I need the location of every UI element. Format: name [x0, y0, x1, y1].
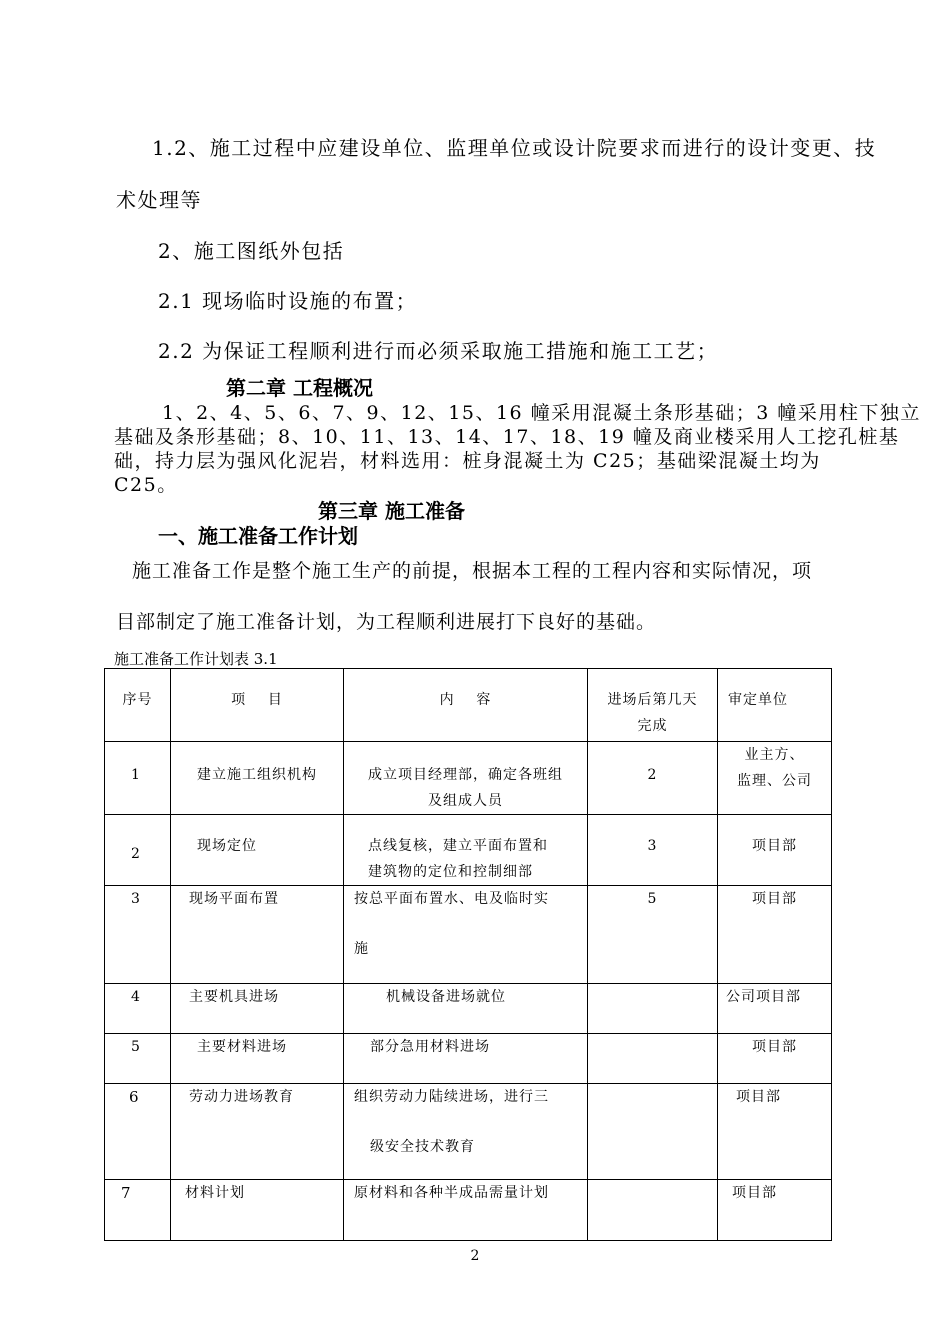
row5-no: 5 — [105, 1034, 171, 1084]
chapter-2-line3: 础，持力层为强风化泥岩，材料选用：桩身混凝土为 C25；基础梁混凝土均为 — [114, 450, 821, 472]
table-row — [105, 886, 832, 984]
paragraph-2-2: 2.2 为保证工程顺利进行而必须采取施工措施和施工工艺； — [158, 339, 719, 363]
page-number: 2 — [470, 1248, 480, 1264]
row2-content-line2: 建筑物的定位和控制细部 — [368, 864, 533, 880]
header-days-line2: 完成 — [637, 718, 668, 734]
row1-content-line1: 成立项目经理部，确定各班组 — [368, 767, 563, 783]
row1-no: 1 — [105, 742, 171, 815]
row1-approver-line2: 监理、公司 — [737, 773, 812, 789]
row4-item: 主要机具进场 — [171, 984, 344, 1034]
header-content: 内 容 — [344, 669, 588, 742]
paragraph-2: 2、施工图纸外包括 — [158, 239, 345, 263]
intro-line1: 施工准备工作是整个施工生产的前提，根据本工程的工程内容和实际情况，项 — [132, 560, 813, 582]
row2-content-line1: 点线复核，建立平面布置和 — [368, 838, 548, 854]
header-no: 序号 — [105, 669, 171, 742]
row5-days — [588, 1034, 718, 1084]
row6-content-line2: 级安全技术教育 — [370, 1139, 475, 1155]
row7-approver: 项目部 — [718, 1180, 832, 1241]
row2-days: 3 — [588, 815, 718, 886]
row5-item: 主要材料进场 — [171, 1034, 344, 1084]
row7-no: 7 — [105, 1180, 171, 1241]
row6-content — [344, 1084, 588, 1180]
header-days-line1: 进场后第几天 — [607, 692, 698, 708]
row1-item: 建立施工组织机构 — [171, 742, 344, 815]
row5-content: 部分急用材料进场 — [344, 1034, 588, 1084]
row5-approver: 项目部 — [718, 1034, 832, 1084]
row3-days: 5 — [588, 886, 718, 984]
row1-approver — [718, 742, 832, 815]
table-row — [105, 742, 832, 815]
row2-no: 2 — [105, 815, 171, 886]
row3-item: 现场平面布置 — [171, 886, 344, 984]
table-row — [105, 984, 832, 1034]
row3-content-line2: 施 — [354, 941, 369, 957]
chapter-2-line4: C25。 — [114, 474, 178, 496]
chapter-3-title: 第三章 施工准备 — [318, 499, 465, 523]
row1-content — [344, 742, 588, 815]
chapter-2-title: 第二章 工程概况 — [226, 376, 373, 400]
header-item: 项 目 — [171, 669, 344, 742]
row4-content: 机械设备进场就位 — [344, 984, 588, 1034]
plan-table — [104, 668, 832, 1241]
row6-no: 6 — [105, 1084, 171, 1180]
row1-approver-line1: 业主方、 — [744, 747, 805, 763]
section-title: 一、施工准备工作计划 — [158, 524, 358, 548]
row3-content — [344, 886, 588, 984]
paragraph-1-2-line1: 1.2、施工过程中应建设单位、监理单位或设计院要求而进行的设计变更、技 — [152, 136, 877, 160]
row3-no: 3 — [105, 886, 171, 984]
row6-approver: 项目部 — [718, 1084, 832, 1180]
row6-days — [588, 1084, 718, 1180]
paragraph-2-1: 2.1 现场临时设施的布置； — [158, 289, 418, 313]
table-row — [105, 1084, 832, 1180]
row6-item: 劳动力进场教育 — [171, 1084, 344, 1180]
table-row — [105, 1180, 832, 1241]
paragraph-1-2-line2: 术处理等 — [116, 188, 202, 212]
row1-days: 2 — [588, 742, 718, 815]
row2-approver: 项目部 — [718, 815, 832, 886]
table-header-row — [105, 669, 832, 742]
row7-item: 材料计划 — [171, 1180, 344, 1241]
row4-days — [588, 984, 718, 1034]
header-approver: 审定单位 — [718, 669, 832, 742]
header-days — [588, 669, 718, 742]
row7-content: 原材料和各种半成品需量计划 — [344, 1180, 588, 1241]
chapter-2-line1: 1、2、4、5、6、7、9、12、15、16 幢采用混凝土条形基础；3 幢采用柱下独立 — [162, 402, 921, 424]
row6-content-line1: 组织劳动力陆续进场，进行三 — [354, 1089, 549, 1105]
row4-approver: 公司项目部 — [718, 984, 832, 1034]
table-row — [105, 1034, 832, 1084]
chapter-2-line2: 基础及条形基础；8、10、11、13、14、17、18、19 幢及商业楼采用人工挖孔桩基 — [114, 426, 900, 448]
row3-content-line1: 按总平面布置水、电及临时实 — [354, 891, 549, 907]
intro-line2: 目部制定了施工准备计划，为工程顺利进展打下良好的基础。 — [116, 611, 657, 633]
row1-content-line2: 及组成人员 — [428, 793, 503, 809]
row7-days — [588, 1180, 718, 1241]
row3-approver: 项目部 — [718, 886, 832, 984]
table-caption: 施工准备工作计划表 3.1 — [114, 650, 278, 668]
table-row — [105, 815, 832, 886]
row2-item: 现场定位 — [171, 815, 344, 886]
row4-no: 4 — [105, 984, 171, 1034]
row2-content — [344, 815, 588, 886]
